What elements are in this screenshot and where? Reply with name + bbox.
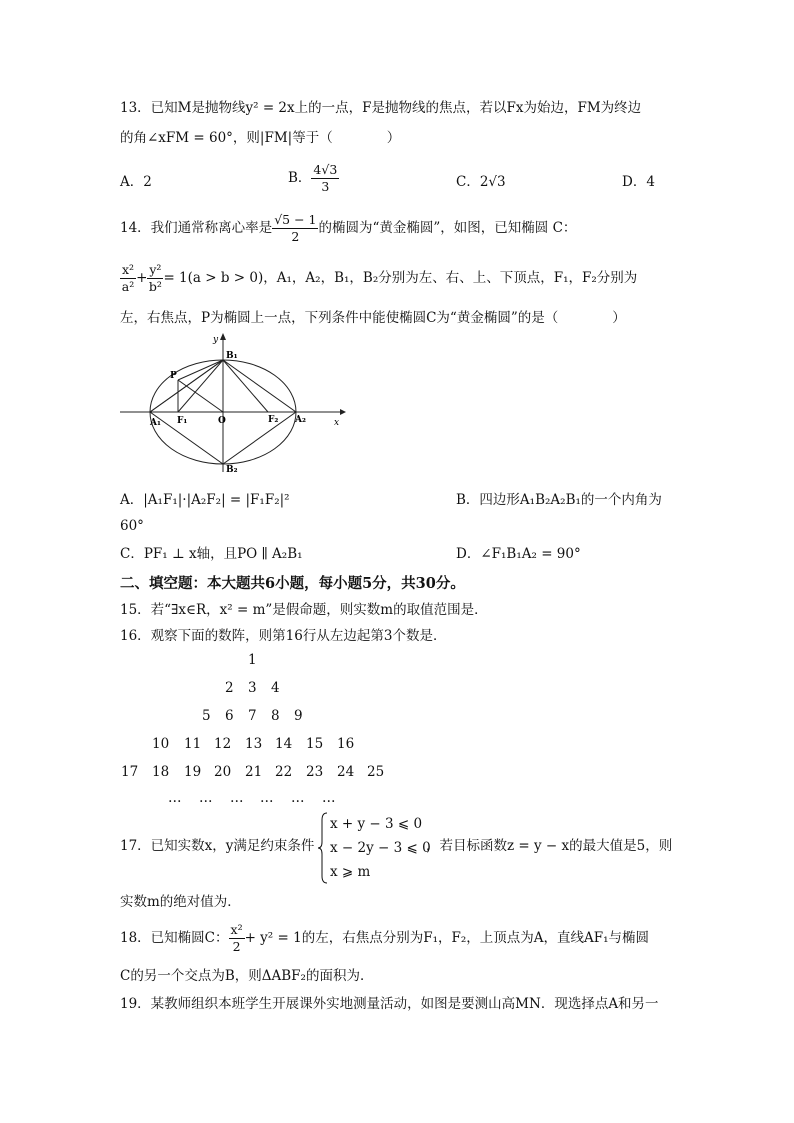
q14-line2-frac2 [147,262,163,295]
q14-option-a: A．|A₁F₁|·|A₂F₂| = |F₁F₂|² [120,492,290,508]
q15-text: 15．若“∃x∈R，x² = m”是假命题，则实数m的取值范围是． [120,602,488,618]
label-b2: B₂ [226,465,238,475]
q13-option-c: C．2√3 [456,174,506,190]
triangle-row-4-cell-5: 14 [275,736,293,752]
q14-line2 [120,262,637,295]
triangle-row-4-cell-7: 16 [337,736,355,752]
q13-option-d: D．4 [622,174,655,190]
triangle-row-3-cell-4: 8 [271,708,280,724]
section2-title: 二、填空题：本大题共6小题，每小题5分，共30分。 [120,575,465,592]
q18-den: 2 [232,939,241,954]
label-b1: B₁ [226,351,238,361]
triangle-row-3-cell-5: 9 [294,708,303,724]
q14-line2-plus: + [136,270,148,286]
label-f2: F₂ [268,415,279,425]
triangle-row-1: 1 [248,652,257,668]
q13-option-a: A．2 [120,174,152,190]
triangle-ellipsis-6: … [322,790,336,806]
q16-text: 16．观察下面的数阵，则第16行从左边起第3个数是． [120,628,447,644]
q17-line2: 实数m的绝对值为． [120,894,241,910]
q18-rest: + y² = 1的左，右焦点分别为F₁，F₂，上顶点为A，直线AF₁与椭圆 [244,930,650,946]
q13-option-b-prefix: B． [288,170,312,186]
q17-constraint-3: x ⩾ m [330,864,371,880]
q14-line2-rest: = 1(a > b > 0)，A₁，A₂，B₁，B₂分别为左、右、上、下顶点，F₁，F₂分别为 [163,270,638,286]
y-axis-arrow [220,333,226,340]
triangle-row-5-cell-2: 18 [152,764,170,780]
x-axis-arrow [340,409,346,415]
q17-constraint-1: x + y − 3 ⩽ 0 [330,816,423,832]
q18-line1 [120,922,649,955]
q14-line1-den: 2 [291,229,300,244]
q14-line1-b: 的椭圆为“黄金椭圆”，如图，已知椭圆 C： [318,220,577,236]
label-p: P [170,371,177,381]
triangle-row-4-cell-1: 10 [152,736,170,752]
po-segment [178,380,223,412]
q14-option-c: C．PF₁ ⊥ x轴，且PO ∥ A₂B₁ [120,546,303,562]
label-o: O [218,416,226,426]
q14-line2-frac1 [120,262,136,295]
triangle-row-5-cell-3: 19 [184,764,202,780]
q18-num: x² [230,922,243,937]
q14-line1 [120,212,576,245]
q13-option-b-num: 4√3 [313,162,338,177]
triangle-row-2-cell-1: 2 [225,680,234,696]
q17-prefix: 17．已知实数x，y满足约束条件 [120,838,315,854]
triangle-ellipsis-3: … [230,790,244,806]
q14-line1-num: √5 − 1 [274,212,317,227]
triangle-row-3-cell-2: 6 [225,708,234,724]
label-f1: F₁ [177,416,188,426]
triangle-row-3-cell-1: 5 [202,708,211,724]
q17-brace [318,812,328,884]
label-x: x [334,418,340,428]
triangle-row-3-cell-3: 7 [248,708,257,724]
triangle-row-5-cell-1: 17 [121,764,139,780]
q14-line2-den2: b² [148,279,162,294]
q18-prefix: 18．已知椭圆C： [120,930,229,946]
q14-option-b-cont: 60° [120,518,144,534]
triangle-row-5-cell-4: 20 [214,764,232,780]
triangle-row-5-cell-8: 24 [337,764,355,780]
q14-option-b: B．四边形A₁B₂A₂B₁的一个内角为 [456,492,662,508]
q13-option-b-fraction [311,162,339,195]
q17-suffix: ，若目标函数z = y − x的最大值是5，则 [426,838,673,854]
q13-option-b-den: 3 [321,179,330,194]
q18-line2: C的另一个交点为B，则ΔABF₂的面积为． [120,968,374,984]
q14-line1-a: 14．我们通常称离心率是 [120,220,273,236]
q13-line1: 13．已知M是抛物线y² = 2x上的一点，F是抛物线的焦点，若以Fx为始边，FM为终边 [120,100,642,116]
q14-option-d: D．∠F₁B₁A₂ = 90° [456,546,581,562]
q14-line2-num1: x² [122,262,135,277]
triangle-row-5-cell-5: 21 [245,764,263,780]
label-y: y [213,335,219,345]
triangle-ellipsis-5: … [291,790,305,806]
triangle-row-5-cell-7: 23 [306,764,324,780]
triangle-row-4-cell-3: 12 [214,736,232,752]
ellipse-figure [120,330,350,475]
pb1-segment [178,360,223,380]
q14-line2-num2: y² [149,262,162,277]
triangle-row-4-cell-4: 13 [245,736,263,752]
label-a1: A₁ [150,418,161,428]
triangle-row-5-cell-9: 25 [367,764,385,780]
q13-line2: 的角∠xFM = 60°，则|FM|等于（ ） [120,130,401,146]
triangle-row-4-cell-6: 15 [306,736,324,752]
triangle-row-2-cell-2: 3 [248,680,257,696]
label-a2: A₂ [295,415,306,425]
q14-line1-fraction [272,212,318,245]
q19-text: 19．某教师组织本班学生开展课外实地测量活动，如图是要测山高MN．现选择点A和另一 [120,996,659,1012]
q14-line3: 左，右焦点，P为椭圆上一点，下列条件中能使椭圆C为“黄金椭圆”的是（ ） [120,310,626,326]
triangle-ellipsis-2: … [199,790,213,806]
triangle-row-2-cell-3: 4 [271,680,280,696]
triangle-row-4-cell-2: 11 [184,736,202,752]
triangle-row-5-cell-6: 22 [275,764,293,780]
q14-line2-den1: a² [121,279,135,294]
triangle-ellipsis-4: … [260,790,274,806]
triangle-ellipsis-1: … [168,790,182,806]
q13-option-b [288,162,339,195]
q18-fraction [229,922,245,955]
q17-constraint-2: x − 2y − 3 ⩽ 0 [330,840,431,856]
